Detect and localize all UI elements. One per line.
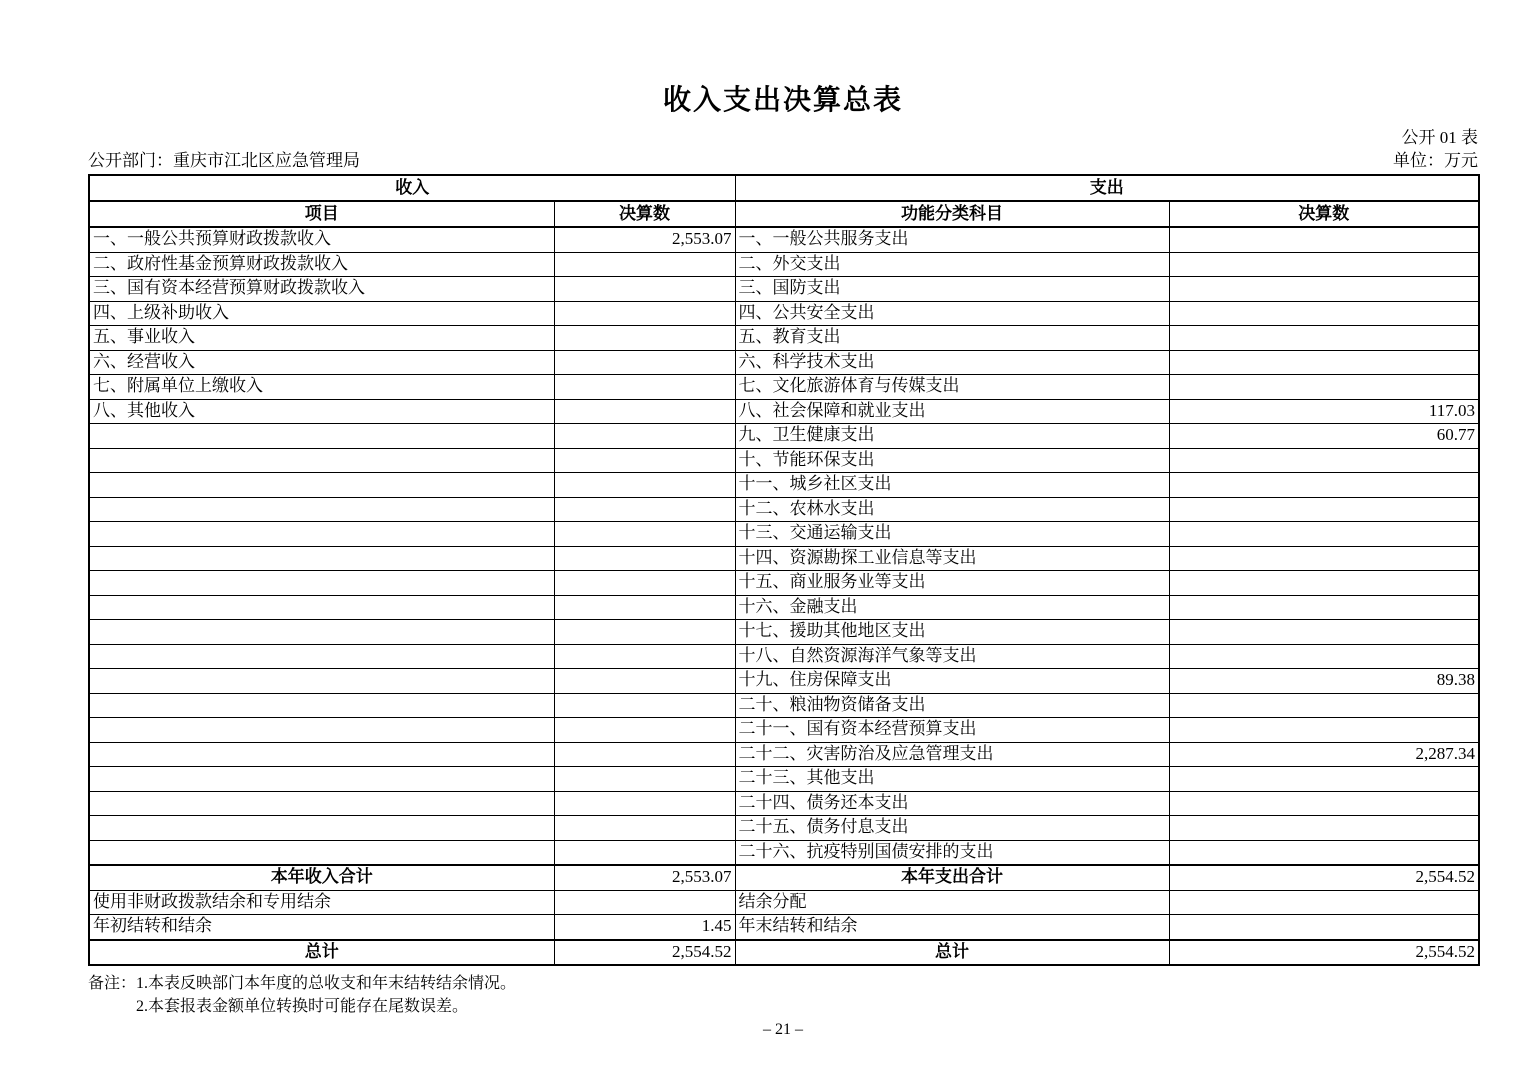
expense-amount-cell: 2,287.34 [1169, 742, 1479, 767]
note-line-2: 2.本套报表金额单位转换时可能存在尾数误差。 [136, 998, 469, 1015]
income-amount-cell [554, 816, 735, 841]
expense-amount-cell [1169, 718, 1479, 743]
table-row [89, 350, 1479, 375]
income-amount-cell [554, 424, 735, 449]
expense-item-cell: 十二、农林水支出 [735, 497, 1169, 522]
income-item-cell [89, 546, 554, 571]
income-amount-cell [554, 620, 735, 645]
income-item-cell [89, 571, 554, 596]
notes-lines [136, 972, 516, 1018]
income-amount-cell: 1.45 [554, 915, 735, 940]
expense-amount-cell [1169, 227, 1479, 252]
income-amount-cell [554, 399, 735, 424]
income-item-cell [89, 693, 554, 718]
income-item-cell: 使用非财政拨款结余和专用结余 [89, 890, 554, 915]
note-line-1: 1.本表反映部门本年度的总收支和年末结转结余情况。 [136, 975, 517, 992]
expense-amount-cell: 89.38 [1169, 669, 1479, 694]
income-item-cell [89, 522, 554, 547]
income-item-cell: 二、政府性基金预算财政拨款收入 [89, 252, 554, 277]
page-title: 收入支出决算总表 [662, 85, 903, 116]
expense-amount-cell: 117.03 [1169, 399, 1479, 424]
income-amount-cell [554, 375, 735, 400]
income-amount-cell [554, 890, 735, 915]
notes-label: 备注： [88, 975, 137, 992]
expense-amount-cell: 2,554.52 [1169, 940, 1479, 966]
expense-amount-cell [1169, 326, 1479, 351]
expense-item-cell: 十五、商业服务业等支出 [735, 571, 1169, 596]
expense-item-cell: 二十二、灾害防治及应急管理支出 [735, 742, 1169, 767]
income-item-cell [89, 620, 554, 645]
income-amount-cell: 2,553.07 [554, 227, 735, 252]
income-item-cell [89, 644, 554, 669]
income-item-cell [89, 448, 554, 473]
income-item-cell: 三、国有资本经营预算财政拨款收入 [89, 277, 554, 302]
income-amount-cell [554, 840, 735, 865]
income-amount-cell: 2,553.07 [554, 865, 735, 890]
income-amount-cell [554, 326, 735, 351]
expense-item-cell: 五、教育支出 [735, 326, 1169, 351]
income-amount-cell [554, 448, 735, 473]
column-header-row [89, 201, 1479, 227]
group-header-row [89, 175, 1479, 201]
income-amount-cell [554, 522, 735, 547]
expense-amount-cell [1169, 571, 1479, 596]
income-amount-cell [554, 767, 735, 792]
table-row [89, 473, 1479, 498]
expense-item-cell: 三、国防支出 [735, 277, 1169, 302]
income-amount-cell [554, 693, 735, 718]
income-amount-cell [554, 742, 735, 767]
table-row [89, 571, 1479, 596]
income-item-cell: 四、上级补助收入 [89, 301, 554, 326]
expense-amount-cell: 2,554.52 [1169, 865, 1479, 890]
income-amount-cell [554, 595, 735, 620]
table-row [89, 620, 1479, 645]
income-item-cell: 六、经营收入 [89, 350, 554, 375]
department-label: 公开部门：重庆市江北区应急管理局 [88, 151, 360, 170]
table-row [89, 816, 1479, 841]
income-item-cell [89, 816, 554, 841]
unit-label: 单位：万元 [1393, 151, 1478, 170]
expense-amount-cell [1169, 620, 1479, 645]
income-amount-cell [554, 497, 735, 522]
expense-item-cell: 十六、金融支出 [735, 595, 1169, 620]
table-row [89, 375, 1479, 400]
expense-item-cell: 年末结转和结余 [735, 915, 1169, 940]
income-item-cell [89, 473, 554, 498]
income-item-cell [89, 718, 554, 743]
expense-item-cell: 十三、交通运输支出 [735, 522, 1169, 547]
income-amount-cell [554, 252, 735, 277]
income-item-cell: 年初结转和结余 [89, 915, 554, 940]
table-row [89, 227, 1479, 252]
table-row [89, 448, 1479, 473]
expense-amount-cell: 60.77 [1169, 424, 1479, 449]
table-row [89, 742, 1479, 767]
table-row [89, 595, 1479, 620]
table-row [89, 522, 1479, 547]
expense-amount-cell [1169, 350, 1479, 375]
table-row [89, 546, 1479, 571]
table-row [89, 693, 1479, 718]
income-amount-column-header: 决算数 [554, 201, 735, 227]
expense-item-cell: 二十六、抗疫特别国债安排的支出 [735, 840, 1169, 865]
income-amount-cell [554, 718, 735, 743]
expense-amount-cell [1169, 644, 1479, 669]
expense-amount-cell [1169, 448, 1479, 473]
expense-item-cell: 本年支出合计 [735, 865, 1169, 890]
income-amount-cell [554, 791, 735, 816]
expense-amount-cell [1169, 301, 1479, 326]
expense-item-cell: 二十、粮油物资储备支出 [735, 693, 1169, 718]
income-item-cell: 八、其他收入 [89, 399, 554, 424]
expense-amount-cell [1169, 497, 1479, 522]
expense-amount-cell [1169, 767, 1479, 792]
table-header [89, 175, 1479, 227]
table-row [89, 497, 1479, 522]
income-item-cell: 五、事业收入 [89, 326, 554, 351]
expense-group-header: 支出 [735, 175, 1479, 201]
expense-amount-cell [1169, 915, 1479, 940]
income-amount-cell [554, 473, 735, 498]
expense-item-cell: 二十四、债务还本支出 [735, 791, 1169, 816]
expense-item-cell: 十九、住房保障支出 [735, 669, 1169, 694]
income-amount-cell [554, 644, 735, 669]
expense-item-cell: 二十五、债务付息支出 [735, 816, 1169, 841]
expense-item-cell: 二十三、其他支出 [735, 767, 1169, 792]
income-amount-cell [554, 546, 735, 571]
income-item-cell [89, 669, 554, 694]
expense-amount-cell [1169, 693, 1479, 718]
expense-item-cell: 八、社会保障和就业支出 [735, 399, 1169, 424]
expense-item-cell: 总计 [735, 940, 1169, 966]
expense-amount-cell [1169, 840, 1479, 865]
expense-item-cell: 十一、城乡社区支出 [735, 473, 1169, 498]
budget-summary-table [88, 174, 1480, 966]
expense-amount-column-header: 决算数 [1169, 201, 1479, 227]
meta-row [88, 150, 1478, 172]
table-code-label: 公开 01 表 [1401, 128, 1478, 147]
table-row [89, 718, 1479, 743]
income-item-cell [89, 424, 554, 449]
expense-item-cell: 结余分配 [735, 890, 1169, 915]
table-row [89, 791, 1479, 816]
expense-item-cell: 十八、自然资源海洋气象等支出 [735, 644, 1169, 669]
income-item-cell [89, 791, 554, 816]
page-number: – 21 – [763, 1021, 803, 1038]
table-row [89, 890, 1479, 915]
expense-amount-cell [1169, 546, 1479, 571]
table-row [89, 424, 1479, 449]
table-row [89, 644, 1479, 669]
expense-item-cell: 六、科学技术支出 [735, 350, 1169, 375]
table-row [89, 301, 1479, 326]
expense-item-cell: 十四、资源勘探工业信息等支出 [735, 546, 1169, 571]
expense-amount-cell [1169, 375, 1479, 400]
table-row [89, 767, 1479, 792]
income-amount-cell [554, 301, 735, 326]
income-item-cell [89, 767, 554, 792]
expense-item-cell: 十七、援助其他地区支出 [735, 620, 1169, 645]
income-item-cell [89, 840, 554, 865]
expense-item-cell: 四、公共安全支出 [735, 301, 1169, 326]
expense-amount-cell [1169, 277, 1479, 302]
expense-amount-cell [1169, 473, 1479, 498]
expense-item-cell: 二、外交支出 [735, 252, 1169, 277]
income-amount-cell [554, 277, 735, 302]
income-item-cell [89, 497, 554, 522]
income-amount-cell: 2,554.52 [554, 940, 735, 966]
table-row [89, 326, 1479, 351]
income-amount-cell [554, 571, 735, 596]
expense-amount-cell [1169, 816, 1479, 841]
income-item-cell: 一、一般公共预算财政拨款收入 [89, 227, 554, 252]
expense-item-cell: 十、节能环保支出 [735, 448, 1169, 473]
table-row [89, 669, 1479, 694]
table-row [89, 915, 1479, 940]
income-item-cell [89, 742, 554, 767]
income-amount-cell [554, 669, 735, 694]
document-content [88, 0, 1478, 1018]
total-row [89, 940, 1479, 966]
table-row [89, 252, 1479, 277]
expense-item-cell: 七、文化旅游体育与传媒支出 [735, 375, 1169, 400]
expense-item-cell: 九、卫生健康支出 [735, 424, 1169, 449]
expense-amount-cell [1169, 522, 1479, 547]
expense-item-cell: 二十一、国有资本经营预算支出 [735, 718, 1169, 743]
expense-amount-cell [1169, 791, 1479, 816]
income-item-cell [89, 595, 554, 620]
expense-amount-cell [1169, 890, 1479, 915]
income-amount-cell [554, 350, 735, 375]
table-row [89, 840, 1479, 865]
income-item-cell: 七、附属单位上缴收入 [89, 375, 554, 400]
income-group-header: 收入 [89, 175, 735, 201]
table-body [89, 227, 1479, 965]
notes [88, 972, 1478, 1018]
total-row [89, 865, 1479, 890]
table-row [89, 277, 1479, 302]
income-item-column-header: 项目 [89, 201, 554, 227]
expense-amount-cell [1169, 595, 1479, 620]
expense-item-cell: 一、一般公共服务支出 [735, 227, 1169, 252]
income-item-cell: 总计 [89, 940, 554, 966]
income-item-cell: 本年收入合计 [89, 865, 554, 890]
expense-item-column-header: 功能分类科目 [735, 201, 1169, 227]
expense-amount-cell [1169, 252, 1479, 277]
table-row [89, 399, 1479, 424]
